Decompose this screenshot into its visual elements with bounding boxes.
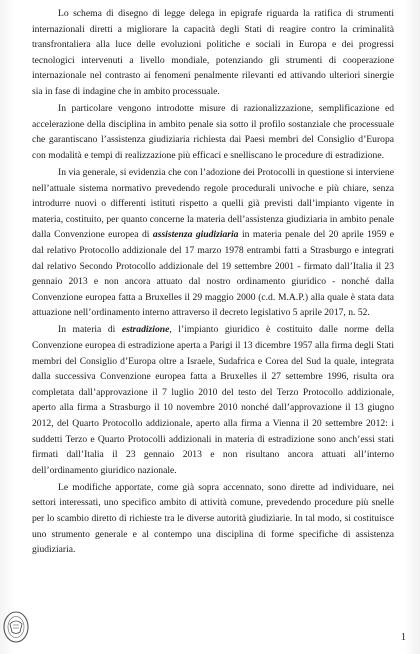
emphasized-term: estradizione <box>121 324 170 336</box>
paragraph-text: In particolare vengono introdotte misure di razionalizzazione, semplificazione ed accelerazione della disciplina in ambito penale sia sotto il profilo sostanziale che processuale che garantiscano l’assistenza giudiziaria richiesta dai Paesi membri del Consiglio d’Europa con modalità e tempi di realizzazione più efficaci e snelliscano le procedure di estradizione. <box>32 103 394 161</box>
paragraph-text: in materia penale del 20 aprile 1959 e dal relativo Protocollo addizionale del 17 marzo 1978 entrambi fatti a Strasburgo e integrati dal relativo Secondo Protocollo addizionale del 19 settembre 2001 - firmato dall’Italia il 23 gennaio 2013 e non ancora attuato dal nostro ordinamento giuridico - nonché dalla Convenzione europea fatta a Bruxelles il 29 maggio 2000 (c.d. M.A.P.) alla quale è stata data attuazione nell’ordinamento interno attraverso il decreto legislativo 5 aprile 2017, n. 52. <box>32 229 394 319</box>
paragraph <box>32 165 394 321</box>
paragraph-text: In materia di <box>58 324 122 336</box>
paragraph <box>32 101 394 163</box>
paragraph <box>32 322 394 478</box>
official-stamp-icon <box>2 610 30 644</box>
page-number: 1 <box>401 632 406 643</box>
paragraph-text: , l’impianto giuridico è costituito dalle norme della Convenzione europea di estradizione aperta a Parigi il 13 dicembre 1957 alla firma degli Stati membri del Consiglio d’Europa oltre a Israele, Sudafrica e Corea del Sud la quale, integrata dalla successiva Convenzione europea fatta a Bruxelles il 27 settembre 1996, risulta ora completata dall’approvazione il 7 luglio 2010 del testo del Terzo Protocollo addizionale, aperto alla firma a Strasburgo il 10 novembre 2010 nonché dall’approvazione il 13 giugno 2012, del Quarto Protocollo addizionale, aperto alla firma a Vienna il 20 settembre 2012: i suddetti Terzo e Quarto Protocolli addizionali in materia di estradizione sono anch’essi stati firmati dall’Italia il 23 gennaio 2013 e non risultano ancora attuati all’interno dell’ordinamento giuridico nazionale. <box>32 324 394 476</box>
paragraph-text: Le modifiche apportate, come già sopra accennato, sono dirette ad individuare, nei settori interessati, uno specifico ambito di attività comune, prevedendo procedure più snelle per lo scambio diretto di richieste tra le diverse autorità giudiziarie. In tal modo, si costituisce uno strumento generale e al contempo una disciplina di forme specifiche di assistenza giudiziaria. <box>32 481 394 556</box>
paragraph <box>32 480 394 558</box>
paragraph-text: In via generale, si evidenzia che con l’adozione dei Protocolli in questione si interviene nell’attuale sistema normativo prevedendo regole procedurali univoche e più chiare, senza introdurre nuovi o differenti istituti rispetto a quelli già previsti dall’impianto vigente in materia, costituito, per quanto concerne la materia dell’assistenza giudiziaria in ambito penale dalla Convenzione europea di <box>32 166 394 241</box>
paragraph-text: Lo schema di disegno di legge delega in epigrafe riguarda la ratifica di strumenti internazionali diretti a migliorare la capacità degli Stati di reagire contro la criminalità transfrontaliera alla luce delle evoluzioni politiche e sociali in Europa e dei progressi tecnologici intervenuti a livello mondiale, potenziando gli strumenti di cooperazione internazionale nel contrasto ai fenomeni penalmente rilevanti ed attivando ulteriori sinergie sia in fase di indagine che in ambito processuale. <box>32 8 394 97</box>
paragraph <box>32 6 394 100</box>
document-body <box>32 6 394 559</box>
emphasized-term: assistenza giudiziaria <box>152 229 239 241</box>
